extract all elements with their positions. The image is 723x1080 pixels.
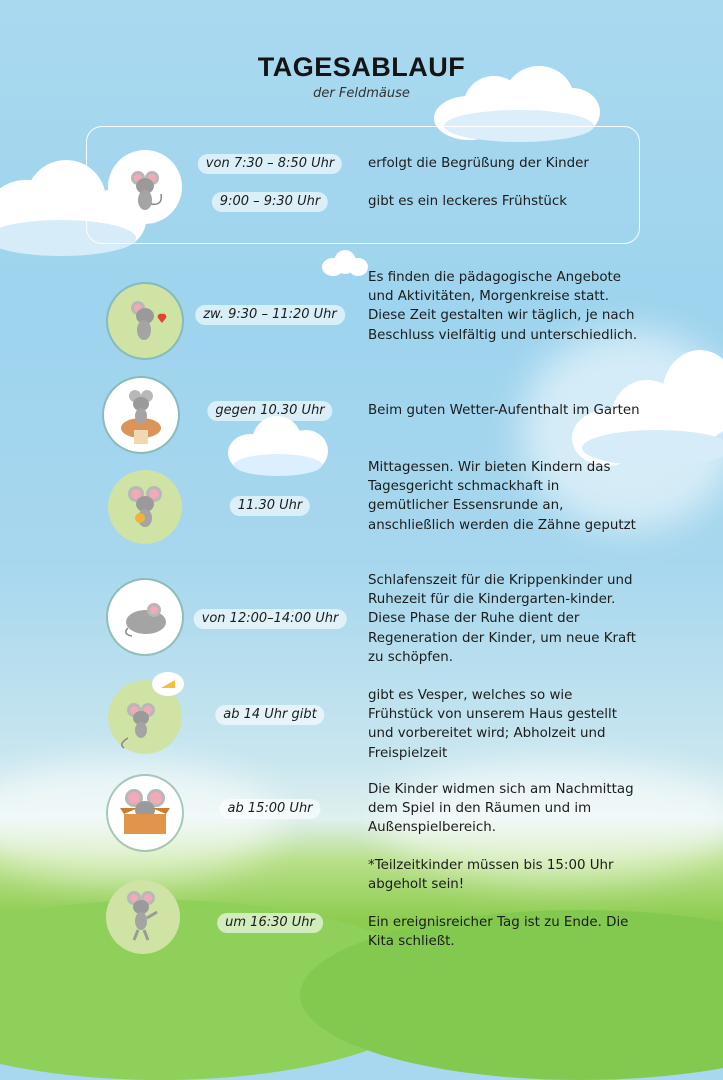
page-title: TAGESABLAUF xyxy=(257,52,466,82)
time-label: von 12:00–14:00 Uhr xyxy=(194,609,347,629)
schedule-description: gibt es ein leckeres Frühstück xyxy=(368,194,567,209)
schedule-description: Mittagessen. Wir bieten Kindern das Tagesgericht schmackhaft in gemütlicher Essensrunde an, anschließlich werden die Zähne geputzt xyxy=(368,460,636,533)
schedule-description: Es finden die pädagogische Angebote und Aktivitäten, Morgenkreise statt. Diese Zeit gestalten wir täglich, je nach Beschluss vielfältig und unterschiedlich. xyxy=(368,270,638,343)
time-label: zw. 9:30 – 11:20 Uhr xyxy=(195,305,345,325)
mouse-heart-icon xyxy=(108,284,182,358)
schedule-note: *Teilzeitkinder müssen bis 15:00 Uhr abgeholt sein! xyxy=(368,858,614,893)
schedule-description: Schlafenszeit für die Krippenkinder und Ruhezeit für die Kindergarten-kinder. Diese Phase der Ruhe dient der Regeneration der Kinder, um neue Kraft zu schöpfen. xyxy=(368,573,636,665)
schedule-description: gibt es Vesper, welches so wie Frühstück von unserem Haus gestellt und vorbereitet wird; Abholzeit und Freispielzeit xyxy=(368,688,617,761)
schedule-description: erfolgt die Begrüßung der Kinder xyxy=(368,156,589,171)
thought-bubble xyxy=(152,672,184,696)
mouse-waving-icon xyxy=(106,880,180,954)
time-label: von 7:30 – 8:50 Uhr xyxy=(198,154,342,174)
time-label: ab 14 Uhr gibt xyxy=(215,705,324,725)
page-subtitle: der Feldmäuse xyxy=(313,86,410,101)
cloud xyxy=(228,416,328,480)
mouse-eating-icon xyxy=(108,470,182,544)
time-label: gegen 10.30 Uhr xyxy=(207,401,332,421)
schedule-description: Ein ereignisreicher Tag ist zu Ende. Die Kita schließt. xyxy=(368,915,629,950)
cheese-icon xyxy=(152,672,184,696)
time-label: um 16:30 Uhr xyxy=(217,913,323,933)
time-label: 9:00 – 9:30 Uhr xyxy=(212,192,328,212)
time-label: 11.30 Uhr xyxy=(230,496,310,516)
time-label: ab 15:00 Uhr xyxy=(219,799,320,819)
schedule-description: Die Kinder widmen sich am Nachmittag dem Spiel in den Räumen und im Außenspielbereich. xyxy=(368,782,634,836)
mouse-mushroom-icon xyxy=(104,378,178,452)
cloud xyxy=(322,250,368,278)
mouse-box-icon xyxy=(108,776,182,850)
mouse-sleeping-icon xyxy=(108,580,182,654)
schedule-description: Beim guten Wetter-Aufenthalt im Garten xyxy=(368,403,640,418)
mouse-standing-icon xyxy=(108,150,182,224)
